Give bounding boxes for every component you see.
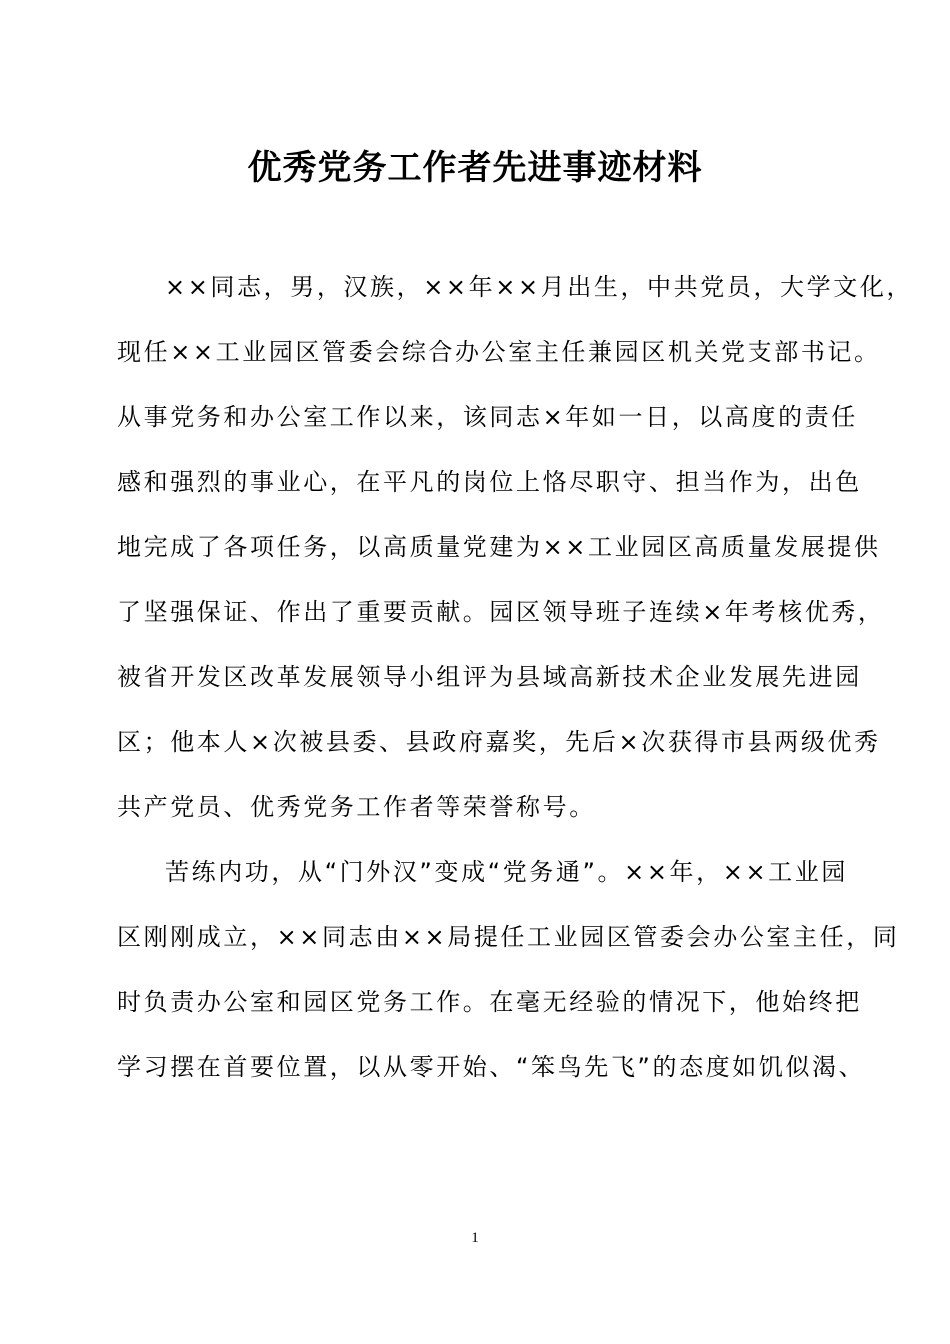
page-number: 1 <box>471 1230 479 1246</box>
text-line: 被省开发区改革发展领导小组评为县域高新技术企业发展先进园 <box>117 663 862 691</box>
document-title: 优秀党务工作者先进事迹材料 <box>247 148 703 188</box>
text-line: 共产党员、优秀党务工作者等荣誉称号。 <box>117 793 596 821</box>
text-line: 区刚刚成立，××同志由××局提任工业园区管委会办公室主任，同 <box>117 923 900 951</box>
text-line: 了坚强保证、作出了重要贡献。园区领导班子连续×年考核优秀， <box>117 598 885 626</box>
text-line: 区；他本人×次被县委、县政府嘉奖，先后×次获得市县两级优秀 <box>117 728 881 756</box>
text-line: 现任××工业园区管委会综合办公室主任兼园区机关党支部书记。 <box>117 338 881 366</box>
text-line: 时负责办公室和园区党务工作。在毫无经验的情况下，他始终把 <box>117 988 862 1016</box>
text-line: 苦练内功，从“门外汉”变成“党务通”。××年，××工业园 <box>165 858 848 886</box>
text-line: 感和强烈的事业心，在平凡的岗位上恪尽职守、担当作为，出色 <box>117 468 862 496</box>
document-body <box>117 255 914 1100</box>
text-line: 学习摆在首要位置，以从零开始、“笨鸟先飞”的态度如饥似渴、 <box>117 1053 866 1081</box>
text-line: 地完成了各项任务，以高质量党建为××工业园区高质量发展提供 <box>117 533 881 561</box>
text-line: ××同志，男，汉族，××年××月出生，中共党员，大学文化， <box>165 273 914 301</box>
text-line: 从事党务和办公室工作以来，该同志×年如一日，以高度的责任 <box>117 403 858 431</box>
